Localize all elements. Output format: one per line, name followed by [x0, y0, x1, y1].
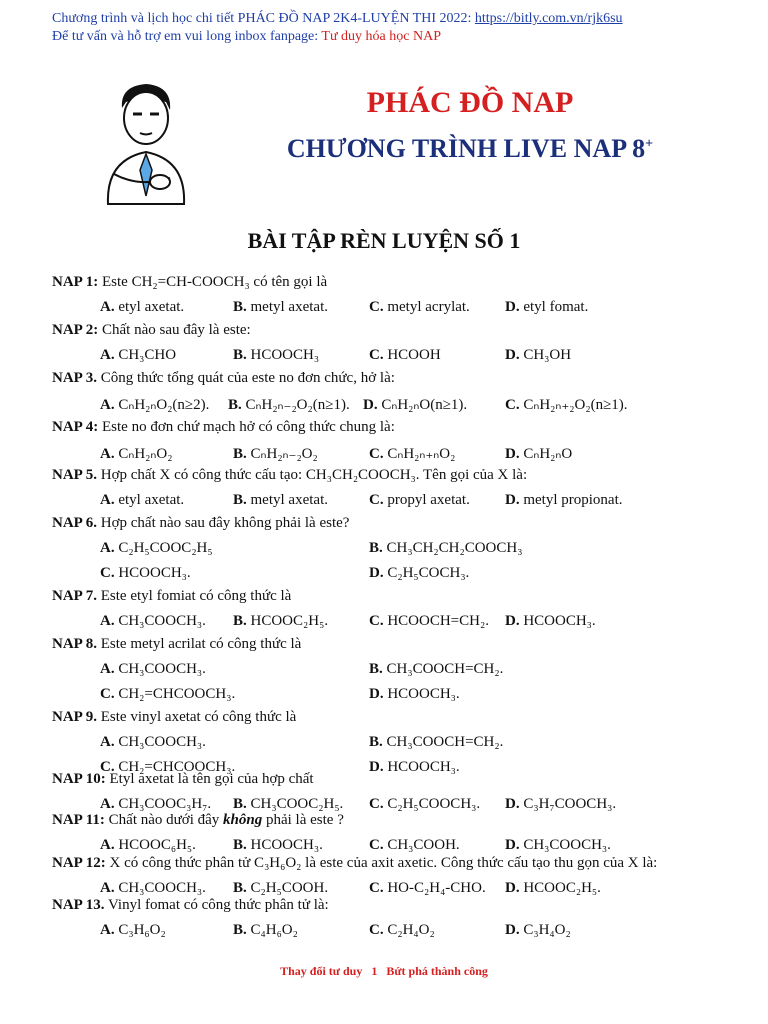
- answer-option[interactable]: [505, 796, 616, 813]
- option-text: metyl acrylat.: [387, 299, 470, 315]
- answer-option[interactable]: [369, 796, 480, 813]
- option-letter: D.: [369, 565, 384, 581]
- answer-option[interactable]: [505, 492, 623, 509]
- option-letter: A.: [100, 734, 115, 750]
- answer-option[interactable]: [100, 540, 213, 557]
- answer-option[interactable]: [100, 661, 206, 678]
- option-letter: C.: [369, 613, 384, 629]
- answer-option[interactable]: [100, 347, 176, 364]
- question-text-em: không: [223, 812, 263, 828]
- option-text: C₃H₇COOCH₃.: [523, 796, 617, 812]
- question-text: Công thức tổng quát của este no đơn chức, hở là:: [100, 370, 395, 386]
- header-line2-text: Để tư vấn và hỗ trợ em vui long inbox fanpage:: [52, 29, 322, 44]
- option-letter: A.: [100, 880, 115, 896]
- option-letter: B.: [233, 492, 247, 508]
- option-letter: A.: [100, 347, 115, 363]
- option-letter: C.: [369, 922, 384, 938]
- option-letter: B.: [369, 734, 383, 750]
- option-letter: B.: [233, 347, 247, 363]
- answer-option[interactable]: [100, 395, 209, 414]
- answer-option[interactable]: [100, 299, 184, 316]
- fanpage-name: Tư duy hóa học NAP: [321, 29, 441, 44]
- option-letter: C.: [100, 686, 115, 702]
- question-text: X có công thức phân tử C₃H₆O₂ là este của axit axetic. Công thức cấu tạo thu gọn của X là:: [109, 855, 658, 871]
- option-text: CH₃COOCH₃.: [118, 734, 206, 750]
- answer-option[interactable]: [505, 347, 571, 364]
- option-text: CₙH₂ₙO₂(n≥2).: [118, 397, 210, 413]
- answer-option[interactable]: [505, 922, 571, 939]
- answer-option[interactable]: [369, 347, 441, 364]
- option-letter: B.: [233, 837, 247, 853]
- option-letter: B.: [233, 880, 247, 896]
- option-text: etyl fomat.: [523, 299, 589, 315]
- option-letter: D.: [505, 613, 520, 629]
- option-text: metyl propionat.: [523, 492, 623, 508]
- option-text: HCOOC₆H₅.: [118, 837, 196, 853]
- option-text: C₂H₅COOH.: [250, 880, 329, 896]
- section-title: BÀI TẬP RÈN LUYỆN SỐ 1: [247, 228, 521, 253]
- option-text: etyl axetat.: [118, 492, 185, 508]
- answer-option[interactable]: [369, 661, 503, 678]
- option-letter: D.: [369, 759, 384, 775]
- page-title: PHÁC ĐỒ NAP: [366, 86, 574, 119]
- option-letter: B.: [233, 922, 247, 938]
- option-letter: C.: [369, 446, 384, 462]
- answer-option[interactable]: [100, 796, 211, 813]
- option-text: etyl axetat.: [118, 299, 185, 315]
- option-text: C₂H₅COOCH₃.: [387, 796, 481, 812]
- option-text: CₙH₂ₙ₋₂O₂(n≥1).: [245, 397, 350, 413]
- question-4: [52, 419, 395, 436]
- option-letter: C.: [369, 347, 384, 363]
- question-label: NAP 8.: [52, 636, 97, 652]
- option-text: HCOOCH₃.: [387, 686, 460, 702]
- answer-option[interactable]: [369, 613, 489, 630]
- question-label: NAP 1:: [52, 274, 99, 290]
- question-6: [52, 515, 349, 532]
- answer-option[interactable]: [369, 492, 470, 509]
- question-text: Este no đơn chứ mạch hở có công thức chung là:: [102, 419, 395, 435]
- option-text: CH₃COOH.: [387, 837, 460, 853]
- option-letter: D.: [505, 837, 520, 853]
- answer-option[interactable]: [100, 880, 206, 897]
- option-text: HCOOCH₃.: [523, 613, 596, 629]
- question-label: NAP 5.: [52, 467, 97, 483]
- question-text-post: phải là este ?: [262, 812, 344, 828]
- option-text: C₃H₆O₂: [118, 922, 166, 938]
- answer-option[interactable]: [100, 492, 184, 509]
- answer-option[interactable]: [369, 444, 455, 463]
- option-text: C₃H₄O₂: [523, 922, 571, 938]
- answer-option[interactable]: [100, 922, 166, 939]
- option-letter: C.: [369, 299, 384, 315]
- option-letter: A.: [100, 299, 115, 315]
- option-letter: B.: [369, 661, 383, 677]
- question-text: Este CH₂=CH-COOCH₃ có tên gọi là: [102, 274, 328, 290]
- question-text: Este metyl acrilat có công thức là: [100, 636, 302, 652]
- option-text: CH₃COOC₂H₅.: [250, 796, 344, 812]
- answer-option[interactable]: [233, 880, 328, 897]
- answer-option[interactable]: [100, 734, 206, 751]
- program-subtitle-sup: +: [645, 136, 654, 152]
- option-letter: B.: [233, 299, 247, 315]
- program-subtitle: [230, 134, 710, 164]
- question-11: [52, 812, 344, 829]
- question-text: Chất nào sau đây là este:: [102, 322, 251, 338]
- answer-option[interactable]: [363, 395, 467, 414]
- question-13: [52, 897, 329, 914]
- option-text: CₙH₂ₙO(n≥1).: [381, 397, 468, 413]
- option-text: CₙH₂ₙO: [523, 446, 573, 462]
- question-text: Vinyl fomat có công thức phân tử là:: [107, 897, 329, 913]
- option-text: CH₃COOCH₃.: [118, 613, 206, 629]
- option-text: CH₃COOCH₃.: [523, 837, 611, 853]
- answer-option[interactable]: [233, 837, 323, 854]
- option-text: CₙH₂ₙ₊ₙO₂: [387, 446, 456, 462]
- question-9: [52, 709, 296, 726]
- option-letter: A.: [100, 492, 115, 508]
- question-label: NAP 13.: [52, 897, 105, 913]
- option-text: CH₃OH: [523, 347, 572, 363]
- answer-option[interactable]: [505, 395, 628, 414]
- option-letter: C.: [100, 565, 115, 581]
- option-letter: A.: [100, 661, 115, 677]
- option-letter: C.: [369, 492, 384, 508]
- option-letter: C.: [100, 759, 115, 775]
- option-text: C₂H₅COCH₃.: [387, 565, 470, 581]
- option-text: CₙH₂ₙ₊₂O₂(n≥1).: [523, 397, 628, 413]
- option-text: C₄H₆O₂: [250, 922, 298, 938]
- option-text: HCOOCH₃.: [118, 565, 191, 581]
- answer-option[interactable]: [369, 922, 435, 939]
- option-text: HCOOCH₃: [250, 347, 320, 363]
- option-text: CH₃CHO: [118, 347, 177, 363]
- option-text: CₙH₂ₙ₋₂O₂: [250, 446, 318, 462]
- question-label: NAP 9.: [52, 709, 97, 725]
- option-letter: B.: [233, 796, 247, 812]
- question-label: NAP 10:: [52, 771, 106, 787]
- option-text: HCOOCH₃.: [250, 837, 323, 853]
- question-1: [52, 274, 327, 291]
- option-text: HCOOC₂H₅.: [523, 880, 601, 896]
- answer-option[interactable]: [369, 540, 522, 557]
- option-letter: A.: [100, 446, 115, 462]
- option-letter: A.: [100, 922, 115, 938]
- option-letter: C.: [505, 397, 520, 413]
- option-text: CH₂=CHCOOCH₃.: [118, 686, 236, 702]
- question-text: Etyl axetat là tên gọi của hợp chất: [109, 771, 314, 787]
- answer-option[interactable]: [100, 565, 191, 582]
- option-letter: B.: [233, 446, 247, 462]
- footer: [0, 964, 768, 979]
- option-text: CH₃COOCH=CH₂.: [386, 661, 504, 677]
- option-text: HCOOCH₃.: [387, 759, 460, 775]
- question-text: Hợp chất X có công thức cấu tạo: CH₃CH₂COOCH₃. Tên gọi của X là:: [100, 467, 528, 483]
- option-letter: B.: [233, 613, 247, 629]
- question-12: [52, 855, 657, 872]
- option-letter: C.: [369, 796, 384, 812]
- answer-option[interactable]: [228, 395, 350, 414]
- option-letter: A.: [100, 613, 115, 629]
- question-text: Este etyl fomiat có công thức là: [100, 588, 292, 604]
- option-text: HCOOH: [387, 347, 441, 363]
- question-label: NAP 2:: [52, 322, 99, 338]
- option-text: HCOOCH=CH₂.: [387, 613, 489, 629]
- option-letter: A.: [100, 540, 115, 556]
- question-7: [52, 588, 291, 605]
- option-letter: C.: [369, 837, 384, 853]
- header: [52, 10, 623, 46]
- option-text: HCOOC₂H₅.: [250, 613, 329, 629]
- answer-option[interactable]: [369, 734, 503, 751]
- option-letter: D.: [505, 347, 520, 363]
- option-letter: C.: [369, 880, 384, 896]
- answer-option[interactable]: [233, 492, 328, 509]
- page-number: 1: [371, 964, 378, 978]
- question-text: Hợp chất nào sau đây không phải là este?: [100, 515, 350, 531]
- header-line1-text: Chương trình và lịch học chi tiết PHÁC ĐỒ NAP 2K4-LUYỆN THI 2022:: [52, 11, 475, 26]
- teacher-avatar-icon: [100, 78, 192, 208]
- question-text: Este vinyl axetat có công thức là: [100, 709, 297, 725]
- option-text: CH₂=CHCOOCH₃.: [118, 759, 236, 775]
- option-letter: D.: [505, 922, 520, 938]
- answer-option[interactable]: [369, 759, 460, 776]
- option-letter: A.: [100, 837, 115, 853]
- option-letter: D.: [505, 299, 520, 315]
- option-text: HO-C₂H₄-CHO.: [387, 880, 486, 896]
- option-text: CₙH₂ₙO₂: [118, 446, 173, 462]
- question-label: NAP 11:: [52, 812, 105, 828]
- option-letter: D.: [363, 397, 378, 413]
- answer-option[interactable]: [100, 686, 235, 703]
- answer-option[interactable]: [369, 565, 469, 582]
- question-text-pre: Chất nào dưới đây: [108, 812, 224, 828]
- answer-option[interactable]: [100, 613, 206, 630]
- option-letter: D.: [505, 446, 520, 462]
- question-10: [52, 771, 314, 788]
- answer-option[interactable]: [505, 880, 601, 897]
- option-text: C₂H₅COOC₂H₅: [118, 540, 213, 556]
- option-text: propyl axetat.: [387, 492, 470, 508]
- answer-option[interactable]: [369, 299, 470, 316]
- answer-option[interactable]: [369, 686, 460, 703]
- option-text: metyl axetat.: [250, 299, 328, 315]
- answer-option[interactable]: [505, 299, 588, 316]
- question-label: NAP 4:: [52, 419, 99, 435]
- answer-option[interactable]: [505, 444, 572, 463]
- option-text: CH₃COOCH=CH₂.: [386, 734, 504, 750]
- question-8: [52, 636, 301, 653]
- question-label: NAP 3.: [52, 370, 97, 386]
- question-label: NAP 12:: [52, 855, 106, 871]
- answer-option[interactable]: [233, 613, 328, 630]
- question-label: NAP 6.: [52, 515, 97, 531]
- option-text: C₂H₄O₂: [387, 922, 435, 938]
- question-3: [52, 370, 395, 387]
- option-letter: D.: [505, 796, 520, 812]
- answer-option[interactable]: [233, 299, 328, 316]
- question-label: NAP 7.: [52, 588, 97, 604]
- answer-option[interactable]: [233, 347, 319, 364]
- answer-option[interactable]: [505, 837, 611, 854]
- option-letter: D.: [369, 686, 384, 702]
- program-subtitle-text: CHƯƠNG TRÌNH LIVE NAP 8: [286, 134, 646, 163]
- answer-option[interactable]: [100, 837, 196, 854]
- option-letter: A.: [100, 796, 115, 812]
- option-text: CH₃COOCH₃.: [118, 661, 206, 677]
- answer-option[interactable]: [369, 837, 460, 854]
- option-text: CH₃COOCH₃.: [118, 880, 206, 896]
- option-text: CH₃COOC₃H₇.: [118, 796, 212, 812]
- answer-option[interactable]: [233, 922, 298, 939]
- header-link[interactable]: https://bitly.com.vn/rjk6su: [474, 11, 623, 26]
- footer-slogan-right: Bứt phá thành công: [386, 964, 488, 978]
- option-letter: A.: [100, 397, 115, 413]
- answer-option[interactable]: [233, 796, 343, 813]
- option-text: metyl axetat.: [250, 492, 328, 508]
- answer-option[interactable]: [233, 444, 318, 463]
- option-text: CH₃CH₂CH₂COOCH₃: [386, 540, 523, 556]
- footer-slogan-left: Thay đổi tư duy: [280, 964, 363, 978]
- answer-option[interactable]: [369, 880, 486, 897]
- question-5: [52, 467, 527, 484]
- answer-option[interactable]: [100, 444, 172, 463]
- option-letter: B.: [228, 397, 242, 413]
- option-letter: D.: [505, 880, 520, 896]
- question-2: [52, 322, 251, 339]
- option-letter: B.: [369, 540, 383, 556]
- option-letter: D.: [505, 492, 520, 508]
- answer-option[interactable]: [505, 613, 596, 630]
